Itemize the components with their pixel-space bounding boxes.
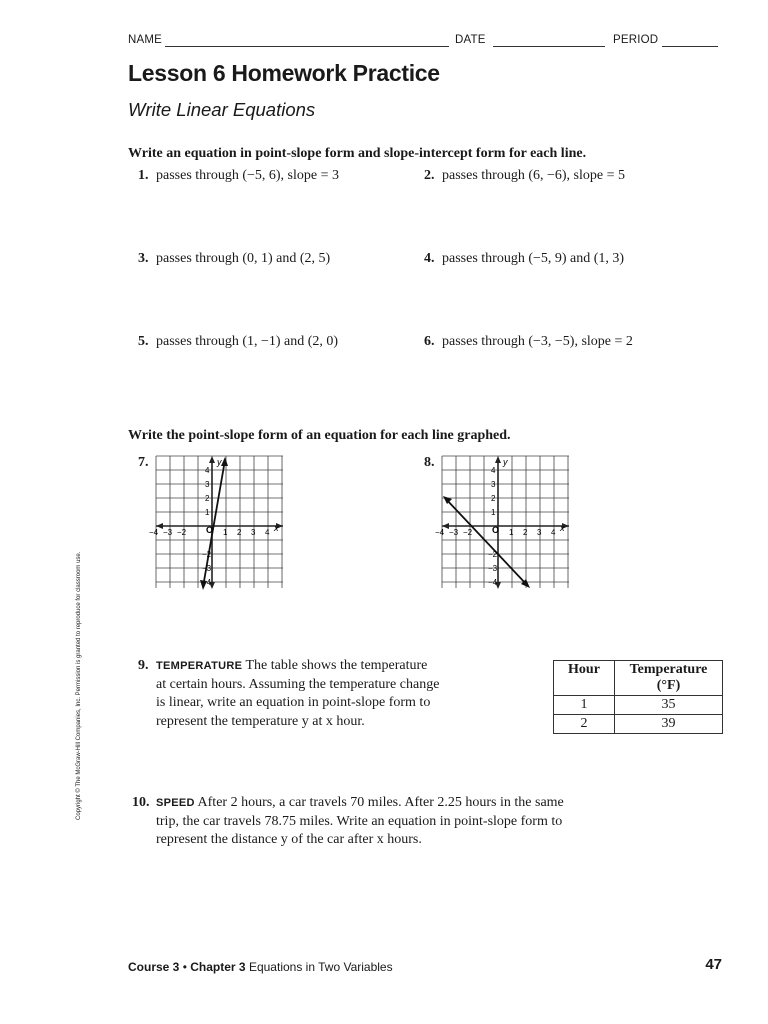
problem-text-line: at certain hours. Assuming the temperature change [156,676,440,692]
name-label: NAME [128,34,163,46]
y-tick-label: 3 [205,480,210,489]
problem-tag: TEMPERATURE [156,660,243,672]
y-tick-label: 2 [205,494,210,503]
name-line [165,46,449,47]
footer [128,960,393,974]
problem-10 [132,794,564,850]
y-axis-label: y [503,457,508,467]
problem-text-line: The table shows the temperature [245,658,428,673]
x-tick-label: 4 [551,528,556,537]
y-tick-label: 4 [205,466,210,475]
problem-text: passes through (−3, −5), slope = 2 [442,334,633,349]
problem-number: 4. [424,251,435,266]
table-cell-temp: 35 [615,696,723,715]
problem-number: 5. [138,334,149,349]
problem-1 [138,168,339,184]
x-tick-label: −4 [435,528,445,537]
problem-4 [424,251,624,267]
y-tick-label: 2 [491,494,496,503]
x-tick-label: 1 [509,528,514,537]
problem-3 [138,251,330,267]
problem-text-line: After 2 hours, a car travels 70 miles. After 2.25 hours in the same [197,795,564,810]
problem-text: passes through (0, 1) and (2, 5) [156,251,331,266]
temperature-table [553,660,723,734]
y-tick-label: 4 [491,466,496,475]
problem-text-line: trip, the car travels 78.75 miles. Write an equation in point-slope form to [156,813,563,829]
y-tick-label: −3 [202,564,212,573]
y-tick-label: 1 [205,508,210,517]
grid [156,456,283,588]
footer-course: Course 3 [128,960,180,974]
line-arrow-top [221,457,228,466]
footer-chapter-title: Equations in Two Variables [248,960,393,974]
header-unit-label: (°F) [656,678,681,693]
x-tick-label: 3 [537,528,542,537]
page-title: Lesson 6 Homework Practice [128,60,440,86]
x-tick-label: 4 [265,528,270,537]
table-cell-temp: 39 [615,715,723,734]
x-axis-label: x [560,523,565,533]
table-cell-hour: 2 [554,715,615,734]
grid [442,456,569,588]
x-tick-label: 2 [523,528,528,537]
problem-number: 9. [138,658,149,673]
page-subtitle: Write Linear Equations [128,99,316,120]
problem-text-line: represent the temperature y at x hour. [156,713,365,729]
x-tick-label: 2 [237,528,242,537]
problem-text-line: represent the distance y of the car after x hours. [156,832,422,847]
problem-tag: SPEED [156,797,195,809]
y-tick-label: −4 [202,578,212,587]
y-tick-label: 1 [491,508,496,517]
date-label: DATE [455,34,486,46]
y-tick-label: −3 [488,564,498,573]
problem-9 [138,657,439,731]
table-header-hour: Hour [554,661,615,696]
y-tick-label: −4 [488,578,498,587]
table-row [554,715,723,734]
x-tick-label: 1 [223,528,228,537]
x-tick-label: 3 [251,528,256,537]
period-line [662,46,718,47]
header-temperature-label: Temperature [629,662,708,677]
y-tick-label: −2 [202,550,212,559]
date-line [493,46,605,47]
footer-chapter: Chapter 3 [190,960,246,974]
graph-8 [435,456,572,590]
problem-text: passes through (1, −1) and (2, 0) [156,334,339,349]
page-number: 47 [705,956,722,973]
x-axis-label: x [274,523,279,533]
x-tick-label: −2 [177,528,187,537]
table-row [554,696,723,715]
copyright-notice: Copyright © The McGraw-Hill Companies, Inc. Permission is granted to reproduce for classroom use. [76,551,82,820]
graph-7-number: 7. [138,455,149,470]
problem-text: passes through (−5, 6), slope = 3 [156,168,339,183]
section2-instruction: Write the point-slope form of an equation for each line graphed. [128,428,511,443]
x-tick-label: −3 [163,528,173,537]
origin-label: O [206,525,214,535]
graph-line [445,498,528,586]
footer-bullet: • [182,960,187,974]
y-axis-arrow [495,456,501,463]
problem-text: passes through (−5, 9) and (1, 3) [442,251,625,266]
y-axis-arrow [209,456,215,463]
y-tick-label: 3 [491,480,496,489]
problem-text-line: is linear, write an equation in point-slope form to [156,695,431,710]
table-header-row [554,661,723,696]
x-tick-label: −2 [463,528,473,537]
problem-number: 10. [132,795,150,810]
section1-instruction: Write an equation in point-slope form and slope-intercept form for each line. [128,146,587,161]
y-axis-label: y [217,457,222,467]
problem-number: 2. [424,168,435,183]
period-label: PERIOD [613,34,659,46]
problem-number: 1. [138,168,149,183]
table-cell-hour: 1 [554,696,615,715]
origin-label: O [492,525,500,535]
problem-6 [424,334,633,350]
problem-number: 6. [424,334,435,349]
table-header-temperature [615,661,723,696]
problem-2 [424,168,625,184]
problem-5 [138,334,338,350]
x-tick-label: −3 [449,528,459,537]
graph-7 [149,456,286,590]
graph-8-number: 8. [424,455,435,470]
problem-text: passes through (6, −6), slope = 5 [442,168,625,183]
x-tick-label: −4 [149,528,159,537]
y-tick-label: −2 [488,550,498,559]
problem-number: 3. [138,251,149,266]
